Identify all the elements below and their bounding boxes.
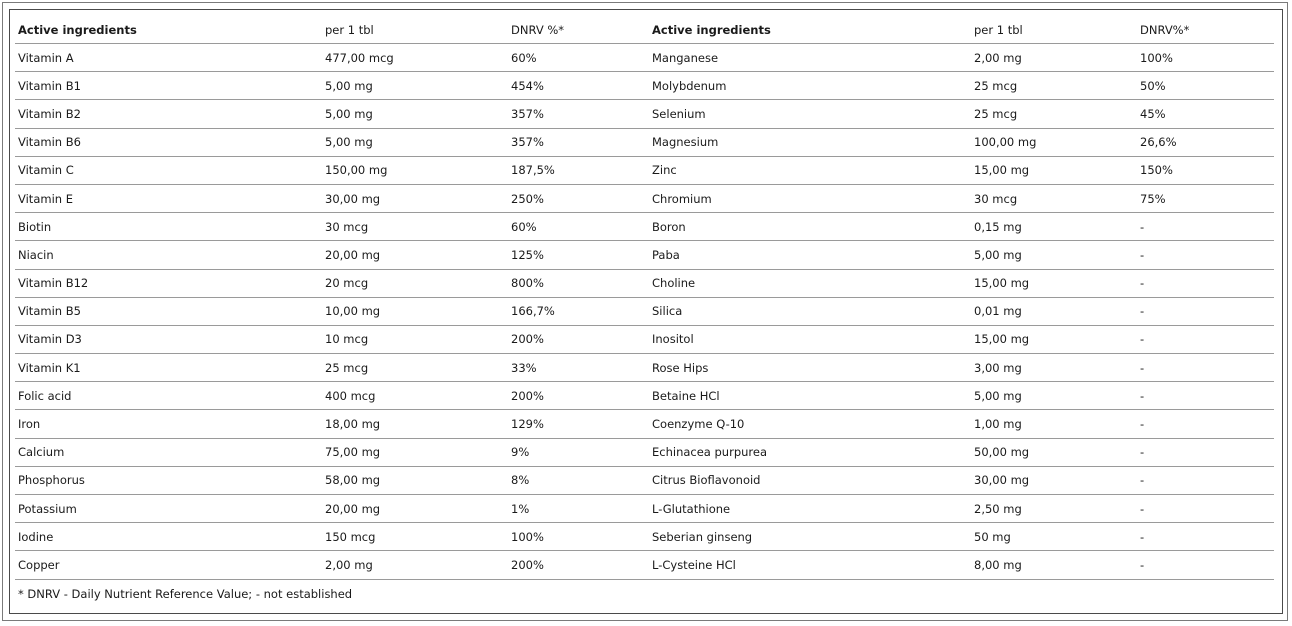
amount-left: 2,00 mg: [322, 551, 508, 579]
table-row: [15, 382, 1274, 410]
amount-left: 10 mcg: [322, 325, 508, 353]
ingredient-name-right: L-Glutathione: [649, 495, 971, 523]
amount-left: 477,00 mcg: [322, 44, 508, 72]
ingredient-name-left: Phosphorus: [15, 466, 322, 494]
ingredient-name-right: Manganese: [649, 44, 971, 72]
dnrv-left: 166,7%: [508, 297, 649, 325]
dnrv-left: 200%: [508, 325, 649, 353]
ingredient-name-right: Zinc: [649, 156, 971, 184]
ingredient-name-right: Seberian ginseng: [649, 523, 971, 551]
ingredient-name-right: L-Cysteine HCl: [649, 551, 971, 579]
table-row: [15, 184, 1274, 212]
dnrv-right: -: [1137, 382, 1274, 410]
amount-right: 5,00 mg: [971, 241, 1137, 269]
amount-left: 20,00 mg: [322, 241, 508, 269]
ingredient-name-left: Vitamin A: [15, 44, 322, 72]
dnrv-right: -: [1137, 241, 1274, 269]
amount-right: 100,00 mg: [971, 128, 1137, 156]
amount-right: 15,00 mg: [971, 325, 1137, 353]
dnrv-left: 357%: [508, 128, 649, 156]
amount-left: 75,00 mg: [322, 438, 508, 466]
amount-left: 25 mcg: [322, 354, 508, 382]
table-row: [15, 551, 1274, 579]
nutrition-table: [15, 16, 1274, 608]
ingredient-name-left: Vitamin B5: [15, 297, 322, 325]
amount-right: 8,00 mg: [971, 551, 1137, 579]
dnrv-right: -: [1137, 438, 1274, 466]
dnrv-right: -: [1137, 495, 1274, 523]
table-row: [15, 495, 1274, 523]
footnote-row: [15, 579, 1274, 608]
amount-left: 58,00 mg: [322, 466, 508, 494]
dnrv-right: 45%: [1137, 100, 1274, 128]
table-header-row: [15, 16, 1274, 44]
table-row: [15, 297, 1274, 325]
dnrv-left: 9%: [508, 438, 649, 466]
amount-right: 25 mcg: [971, 100, 1137, 128]
table-row: [15, 466, 1274, 494]
ingredient-name-right: Chromium: [649, 184, 971, 212]
amount-right: 30,00 mg: [971, 466, 1137, 494]
table-body: [15, 44, 1274, 580]
column-header-amount-right: per 1 tbl: [971, 16, 1137, 44]
dnrv-left: 1%: [508, 495, 649, 523]
table-row: [15, 410, 1274, 438]
amount-right: 15,00 mg: [971, 269, 1137, 297]
dnrv-left: 100%: [508, 523, 649, 551]
amount-left: 5,00 mg: [322, 100, 508, 128]
amount-left: 5,00 mg: [322, 128, 508, 156]
dnrv-left: 250%: [508, 184, 649, 212]
ingredient-name-left: Iron: [15, 410, 322, 438]
ingredient-name-right: Betaine HCl: [649, 382, 971, 410]
amount-left: 30 mcg: [322, 213, 508, 241]
amount-left: 18,00 mg: [322, 410, 508, 438]
dnrv-left: 125%: [508, 241, 649, 269]
dnrv-right: -: [1137, 325, 1274, 353]
footnote-text: * DNRV - Daily Nutrient Reference Value; - not established: [18, 586, 353, 601]
dnrv-right: -: [1137, 551, 1274, 579]
dnrv-right: 75%: [1137, 184, 1274, 212]
ingredient-name-left: Vitamin K1: [15, 354, 322, 382]
amount-right: 30 mcg: [971, 184, 1137, 212]
ingredient-name-left: Biotin: [15, 213, 322, 241]
dnrv-left: 454%: [508, 72, 649, 100]
amount-right: 3,00 mg: [971, 354, 1137, 382]
table-row: [15, 523, 1274, 551]
ingredient-name-right: Boron: [649, 213, 971, 241]
column-header-ingredient-left: Active ingredients: [15, 16, 322, 44]
dnrv-left: 357%: [508, 100, 649, 128]
table-row: [15, 213, 1274, 241]
ingredient-name-right: Selenium: [649, 100, 971, 128]
dnrv-right: -: [1137, 213, 1274, 241]
ingredient-name-left: Vitamin E: [15, 184, 322, 212]
ingredient-name-right: Molybdenum: [649, 72, 971, 100]
dnrv-right: 26,6%: [1137, 128, 1274, 156]
dnrv-left: 187,5%: [508, 156, 649, 184]
amount-left: 20,00 mg: [322, 495, 508, 523]
ingredient-name-left: Iodine: [15, 523, 322, 551]
ingredient-name-left: Vitamin B6: [15, 128, 322, 156]
amount-right: 0,01 mg: [971, 297, 1137, 325]
ingredient-name-right: Rose Hips: [649, 354, 971, 382]
amount-left: 150,00 mg: [322, 156, 508, 184]
ingredient-name-left: Calcium: [15, 438, 322, 466]
dnrv-right: -: [1137, 269, 1274, 297]
dnrv-right: 50%: [1137, 72, 1274, 100]
amount-left: 400 mcg: [322, 382, 508, 410]
amount-right: 0,15 mg: [971, 213, 1137, 241]
ingredient-name-right: Paba: [649, 241, 971, 269]
amount-right: 1,00 mg: [971, 410, 1137, 438]
ingredient-name-left: Copper: [15, 551, 322, 579]
dnrv-left: 8%: [508, 466, 649, 494]
amount-left: 20 mcg: [322, 269, 508, 297]
amount-left: 30,00 mg: [322, 184, 508, 212]
ingredient-name-right: Inositol: [649, 325, 971, 353]
ingredient-name-right: Coenzyme Q-10: [649, 410, 971, 438]
amount-right: 25 mcg: [971, 72, 1137, 100]
amount-right: 50 mg: [971, 523, 1137, 551]
ingredient-name-right: Silica: [649, 297, 971, 325]
dnrv-left: 129%: [508, 410, 649, 438]
amount-right: 2,00 mg: [971, 44, 1137, 72]
table-row: [15, 269, 1274, 297]
dnrv-right: 100%: [1137, 44, 1274, 72]
ingredient-name-left: Vitamin B2: [15, 100, 322, 128]
dnrv-right: -: [1137, 523, 1274, 551]
dnrv-right: -: [1137, 410, 1274, 438]
dnrv-left: 33%: [508, 354, 649, 382]
dnrv-left: 200%: [508, 382, 649, 410]
ingredient-name-right: Choline: [649, 269, 971, 297]
ingredient-name-left: Niacin: [15, 241, 322, 269]
table-row: [15, 44, 1274, 72]
amount-right: 15,00 mg: [971, 156, 1137, 184]
ingredient-name-left: Folic acid: [15, 382, 322, 410]
ingredient-name-left: Vitamin D3: [15, 325, 322, 353]
ingredient-name-right: Magnesium: [649, 128, 971, 156]
table-row: [15, 354, 1274, 382]
table-row: [15, 438, 1274, 466]
column-header-dnrv-right: DNRV%*: [1137, 16, 1274, 44]
amount-left: 5,00 mg: [322, 72, 508, 100]
ingredient-name-right: Echinacea purpurea: [649, 438, 971, 466]
amount-right: 5,00 mg: [971, 382, 1137, 410]
table-row: [15, 325, 1274, 353]
amount-right: 2,50 mg: [971, 495, 1137, 523]
column-header-amount-left: per 1 tbl: [322, 16, 508, 44]
dnrv-left: 60%: [508, 44, 649, 72]
table-row: [15, 128, 1274, 156]
dnrv-right: -: [1137, 466, 1274, 494]
dnrv-right: -: [1137, 354, 1274, 382]
amount-left: 10,00 mg: [322, 297, 508, 325]
ingredient-name-left: Vitamin B12: [15, 269, 322, 297]
table-row: [15, 72, 1274, 100]
table-row: [15, 156, 1274, 184]
column-header-ingredient-right: Active ingredients: [649, 16, 971, 44]
table-row: [15, 241, 1274, 269]
amount-right: 50,00 mg: [971, 438, 1137, 466]
ingredient-name-left: Potassium: [15, 495, 322, 523]
dnrv-right: 150%: [1137, 156, 1274, 184]
ingredient-name-left: Vitamin B1: [15, 72, 322, 100]
table-row: [15, 100, 1274, 128]
dnrv-left: 200%: [508, 551, 649, 579]
dnrv-left: 800%: [508, 269, 649, 297]
column-header-dnrv-left: DNRV %*: [508, 16, 649, 44]
ingredient-name-right: Citrus Bioflavonoid: [649, 466, 971, 494]
ingredient-name-left: Vitamin C: [15, 156, 322, 184]
amount-left: 150 mcg: [322, 523, 508, 551]
dnrv-left: 60%: [508, 213, 649, 241]
dnrv-right: -: [1137, 297, 1274, 325]
